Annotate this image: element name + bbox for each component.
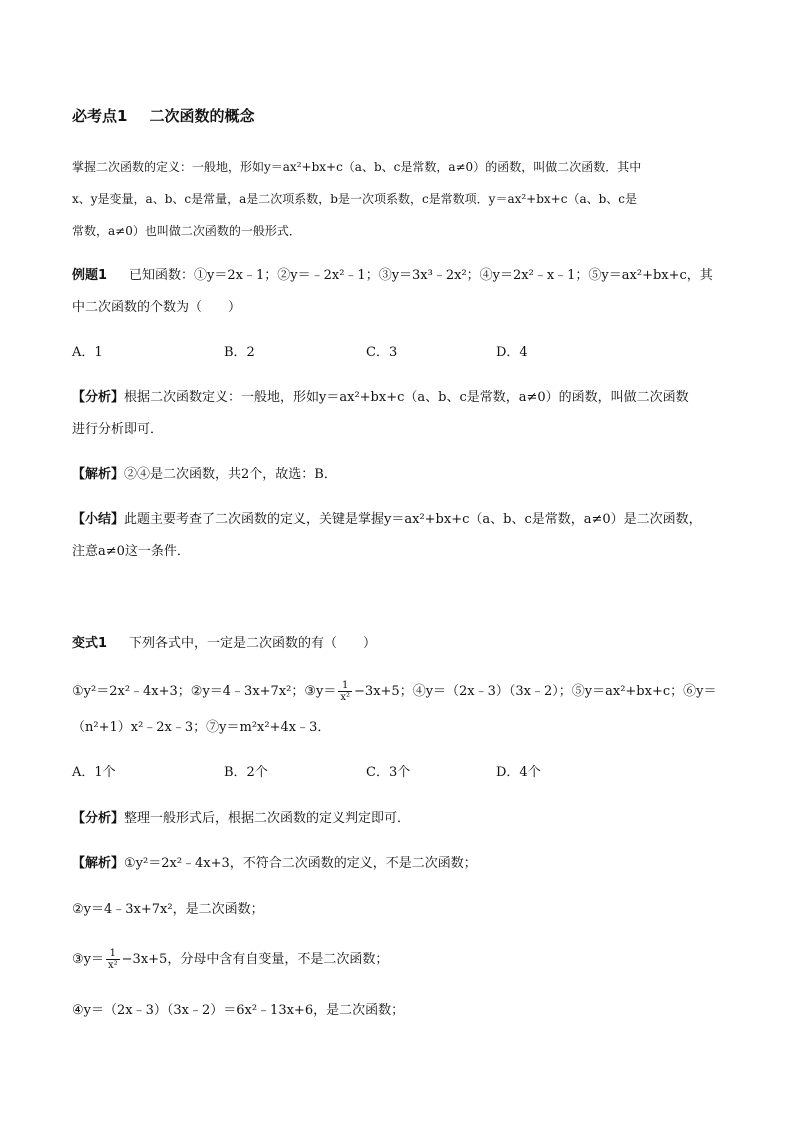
solution-tag: 【解析】: [72, 467, 125, 482]
variant-solution-3: [72, 948, 734, 971]
option-b: B．2个: [224, 765, 268, 780]
fraction-numerator: 1: [106, 948, 120, 960]
example-analysis-line-2: 进行分析即可．: [72, 422, 164, 437]
solution-tag: 【解析】: [72, 856, 125, 871]
analysis-tag: 【分析】: [72, 390, 125, 405]
analysis-text: 根据二次函数定义：一般地，形如y＝ax²+bx+c（a、b、c是常数，a≠0）的函数，叫做二次函数: [124, 390, 689, 405]
variant-analysis: [72, 809, 734, 829]
option-d: D．4个: [496, 765, 541, 780]
variant-stem-text: 下列各式中，一定是二次函数的有（ ）: [129, 636, 377, 651]
analysis-text: 整理一般形式后，根据二次函数的定义判定即可．: [124, 811, 411, 826]
section-heading: [72, 106, 734, 126]
option-b: B．2: [224, 345, 255, 360]
option-c: C．3: [366, 345, 398, 360]
variant-items-line-2: （n²+1）x²﹣2x﹣3；⑦y＝m²x²+4x﹣3．: [72, 720, 331, 735]
option-a: A．1: [72, 345, 103, 360]
fraction-denominator: x²: [108, 960, 118, 971]
variant-solution-4: ④y＝（2x﹣3）（3x﹣2）＝6x²﹣13x+6，是二次函数；: [72, 1003, 405, 1018]
variant-solution-2: ②y＝4﹣3x+7x²，是二次函数；: [72, 902, 264, 917]
option-c: C．3个: [366, 765, 411, 780]
example-stem-line-1: [72, 266, 734, 286]
variant-items-line-1: [72, 680, 734, 703]
variant-stem: [72, 634, 734, 654]
definition-line-3: 常数，a≠0）也叫做二次函数的一般形式．: [72, 224, 301, 238]
example-analysis-line-1: [72, 388, 734, 408]
summary-text: 此题主要考查了二次函数的定义，关键是掌握y＝ax²+bx+c（a、b、c是常数，a≠0）是二次函数，: [124, 512, 702, 527]
variant-options: [72, 763, 734, 783]
section-title: 二次函数的概念: [149, 107, 255, 125]
summary-tag: 【小结】: [72, 512, 125, 527]
fraction-numerator: 1: [338, 680, 352, 692]
solution-step-3-a: ③y＝: [72, 952, 104, 967]
solution-step-1: ①y²＝2x²﹣4x+3，不符合二次函数的定义，不是二次函数；: [124, 856, 477, 871]
variant-label: 变式1: [72, 636, 108, 651]
solution-step-3-b: −3x+5，分母中含有自变量，不是二次函数；: [121, 952, 389, 967]
example-stem-text: 已知函数：①y＝2x﹣1；②y＝﹣2x²﹣1；③y＝3x³﹣2x²；④y＝2x²﹣x﹣1；⑤y＝ax²+bx+c，其: [129, 268, 713, 283]
example-summary-line-2: 注意a≠0这一条件．: [72, 544, 190, 559]
fraction: [106, 948, 120, 971]
option-d: D．4: [496, 345, 528, 360]
fraction: [338, 680, 352, 703]
option-a: A．1个: [72, 765, 116, 780]
fraction-denominator: x²: [340, 692, 351, 703]
definition-line-1: 掌握二次函数的定义：一般地，形如y＝ax²+bx+c（a、b、c是常数，a≠0）的函数，叫做二次函数．其中: [72, 160, 642, 174]
example-stem-line-2: 中二次函数的个数为（ ）: [72, 300, 242, 315]
example-options: [72, 343, 734, 363]
example-summary-line-1: [72, 510, 734, 530]
example-solution: [72, 465, 734, 485]
section-number: 必考点1: [72, 107, 128, 125]
solution-text: ②④是二次函数，共2个，故选：B．: [124, 467, 337, 482]
example-label: 例题1: [72, 268, 108, 283]
definition-line-2: x、y是变量，a、b、c是常量，a是二次项系数，b是一次项系数，c是常数项．y＝ax²+bx+c（a、b、c是: [72, 192, 638, 206]
variant-solution-1: [72, 854, 734, 874]
variant-items-text-b: −3x+5；④y＝（2x﹣3）（3x﹣2）；⑤y＝ax²+bx+c；⑥y＝: [354, 684, 717, 699]
analysis-tag: 【分析】: [72, 811, 125, 826]
variant-items-text-a: ①y²＝2x²﹣4x+3；②y＝4﹣3x+7x²；③y＝: [72, 684, 337, 699]
